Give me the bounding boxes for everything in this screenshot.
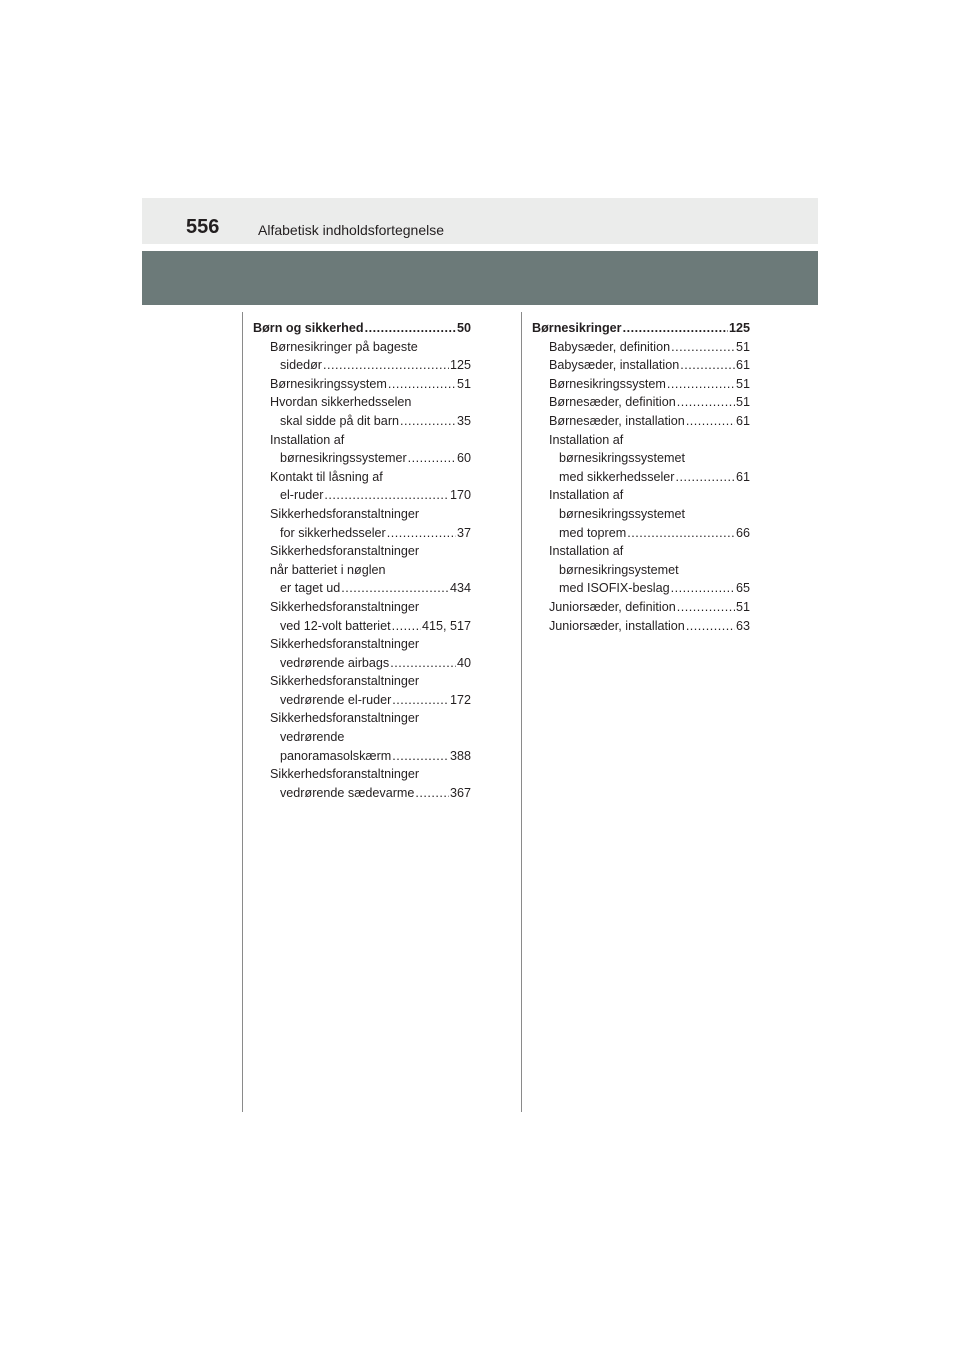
index-main-entry: [532, 319, 750, 338]
index-sub-entry: [253, 431, 471, 468]
header-band: [142, 198, 818, 244]
index-term: med toprem: [559, 525, 627, 540]
index-term: Installation af: [549, 544, 624, 559]
index-term: børnesikringssystemer: [280, 451, 407, 466]
page-reference: 40: [456, 655, 471, 670]
index-line: [532, 431, 750, 450]
index-term: Sikkerhedsforanstaltninger: [270, 599, 420, 614]
page-reference: 61: [735, 469, 750, 484]
index-term: børnesikringssystemet: [559, 506, 685, 521]
index-term: er taget ud: [280, 581, 341, 596]
index-term: Børnesikringer: [532, 321, 622, 335]
index-line: [253, 765, 471, 784]
index-line: [532, 412, 750, 431]
dot-leader: [677, 598, 735, 617]
index-sub-entry: [532, 412, 750, 431]
page-number: 556: [186, 216, 220, 238]
index-sub-entry: [253, 338, 471, 375]
dot-leader: [627, 524, 735, 543]
index-sub-entry: [532, 356, 750, 375]
index-line: [253, 412, 471, 431]
index-line: [253, 709, 471, 728]
index-term: el-ruder: [280, 488, 324, 503]
index-sub-entry: [253, 598, 471, 635]
index-sub-entry: [253, 468, 471, 505]
dot-leader: [676, 468, 735, 487]
page-reference: 125: [728, 321, 750, 335]
page-reference: 51: [456, 376, 471, 391]
index-line: [253, 579, 471, 598]
index-main-entry: [253, 319, 471, 338]
index-line: [253, 486, 471, 505]
index-term: Juniorsæder, definition: [549, 599, 676, 614]
index-term: børnesikringssystemet: [559, 451, 685, 466]
index-line: [253, 728, 471, 747]
index-line: [253, 635, 471, 654]
index-sub-entry: [532, 393, 750, 412]
index-sub-entry: [253, 672, 471, 709]
dot-leader: [677, 393, 735, 412]
section-title: Alfabetisk indholdsfortegnelse: [258, 222, 445, 238]
index-line: [253, 431, 471, 450]
index-term: børnesikringsystemet: [559, 562, 679, 577]
dot-leader: [667, 375, 735, 394]
index-sub-entry: [253, 709, 471, 765]
index-term: vedrørende el-ruder: [280, 692, 392, 707]
index-line: [253, 784, 471, 803]
page-reference: 61: [735, 413, 750, 428]
index-line: [253, 747, 471, 766]
index-term: vedrørende sædevarme: [280, 785, 415, 800]
index-term: Børn og sikkerhed: [253, 321, 364, 335]
index-term: Installation af: [270, 432, 345, 447]
index-column-left: [253, 319, 471, 802]
left-column-rule: [242, 312, 243, 1112]
index-term: skal sidde på dit barn: [280, 413, 400, 428]
index-line: [532, 375, 750, 394]
index-line: [253, 338, 471, 357]
section-banner: [142, 251, 818, 305]
page-reference: 63: [735, 618, 750, 633]
index-sub-entry: [253, 393, 471, 430]
index-line: [532, 505, 750, 524]
index-sub-entry: [253, 542, 471, 598]
page-reference: 51: [735, 395, 750, 410]
index-column-right: [532, 319, 750, 635]
index-term: sidedør: [280, 358, 322, 373]
page-reference: 125: [449, 358, 471, 373]
index-line: [253, 356, 471, 375]
dot-leader: [365, 319, 456, 338]
index-sub-entry: [532, 338, 750, 357]
index-term: Sikkerhedsforanstaltninger: [270, 506, 420, 521]
index-sub-entry: [532, 598, 750, 617]
index-term: ved 12-volt batteriet: [280, 618, 391, 633]
index-term: Installation af: [549, 432, 624, 447]
index-sub-entry: [532, 486, 750, 542]
dot-leader: [671, 338, 735, 357]
dot-leader: [623, 319, 728, 338]
page-reference: 51: [735, 376, 750, 391]
dot-leader: [686, 412, 735, 431]
index-line: [532, 524, 750, 543]
page-reference: 415, 517: [421, 618, 471, 633]
index-term: Børnesæder, installation: [549, 413, 685, 428]
dot-leader: [392, 691, 449, 710]
index-line: [532, 338, 750, 357]
dot-leader: [408, 449, 456, 468]
page-reference: 434: [449, 581, 471, 596]
dot-leader: [671, 579, 735, 598]
page-reference: 60: [456, 451, 471, 466]
page-reference: 50: [456, 321, 471, 335]
index-line: [253, 505, 471, 524]
index-line: [253, 672, 471, 691]
dot-leader: [392, 617, 421, 636]
index-line: [532, 468, 750, 487]
index-term: Babysæder, definition: [549, 339, 671, 354]
index-line: [253, 617, 471, 636]
index-term: Hvordan sikkerhedsselen: [270, 395, 412, 410]
index-term: Børnesikringssystem: [270, 376, 387, 391]
dot-leader: [323, 356, 449, 375]
page-reference: 170: [449, 488, 471, 503]
dot-leader: [387, 524, 456, 543]
index-term: Sikkerhedsforanstaltninger: [270, 674, 420, 689]
index-term: Sikkerhedsforanstaltninger: [270, 637, 420, 652]
index-line: [253, 449, 471, 468]
page-reference: 61: [735, 358, 750, 373]
index-line: [253, 524, 471, 543]
index-term: for sikkerhedsseler: [280, 525, 386, 540]
dot-leader: [680, 356, 735, 375]
index-sub-entry: [532, 617, 750, 636]
index-line: [253, 375, 471, 394]
index-line: [532, 449, 750, 468]
page-reference: 367: [449, 785, 471, 800]
index-line: [532, 542, 750, 561]
index-sub-entry: [253, 505, 471, 542]
index-sub-entry: [253, 635, 471, 672]
page-reference: 35: [456, 413, 471, 428]
dot-leader: [400, 412, 456, 431]
dot-leader: [415, 784, 449, 803]
dot-leader: [686, 617, 735, 636]
page-reference: 37: [456, 525, 471, 540]
index-term: Sikkerhedsforanstaltninger: [270, 767, 420, 782]
index-line: [253, 393, 471, 412]
index-line: [532, 393, 750, 412]
index-sub-entry: [532, 375, 750, 394]
index-term: Installation af: [549, 488, 624, 503]
index-term: Juniorsæder, installation: [549, 618, 685, 633]
index-term: Børnesæder, definition: [549, 395, 676, 410]
index-line: [532, 598, 750, 617]
index-line: [253, 542, 471, 561]
index-line: [253, 654, 471, 673]
dot-leader: [341, 579, 449, 598]
index-term: Børnesikringer på bageste: [270, 339, 418, 354]
page-reference: 388: [449, 748, 471, 763]
index-term: vedrørende: [280, 730, 345, 745]
index-term: Kontakt til låsning af: [270, 469, 383, 484]
index-line: [253, 561, 471, 580]
index-line: [532, 486, 750, 505]
index-line: [532, 356, 750, 375]
dot-leader: [388, 375, 456, 394]
index-sub-entry: [253, 375, 471, 394]
page-reference: 66: [735, 525, 750, 540]
index-term: når batteriet i nøglen: [270, 562, 386, 577]
page-reference: 51: [735, 599, 750, 614]
dot-leader: [392, 747, 449, 766]
index-sub-entry: [532, 431, 750, 487]
index-term: Børnesikringssystem: [549, 376, 666, 391]
index-line: [253, 598, 471, 617]
dot-leader: [324, 486, 449, 505]
page-reference: 172: [449, 692, 471, 707]
index-line: [532, 319, 750, 338]
index-line: [532, 561, 750, 580]
index-sub-entry: [253, 765, 471, 802]
index-line: [532, 617, 750, 636]
index-line: [253, 468, 471, 487]
index-term: med sikkerhedsseler: [559, 469, 675, 484]
index-sub-entry: [532, 542, 750, 598]
index-line: [253, 319, 471, 338]
index-term: Babysæder, installation: [549, 358, 680, 373]
index-line: [253, 691, 471, 710]
index-term: med ISOFIX-beslag: [559, 581, 670, 596]
index-term: panoramasolskærm: [280, 748, 392, 763]
right-column-rule: [521, 312, 522, 1112]
index-term: Sikkerhedsforanstaltninger: [270, 711, 420, 726]
index-term: vedrørende airbags: [280, 655, 390, 670]
index-line: [532, 579, 750, 598]
dot-leader: [390, 654, 456, 673]
page-reference: 65: [735, 581, 750, 596]
index-term: Sikkerhedsforanstaltninger: [270, 544, 420, 559]
page-reference: 51: [735, 339, 750, 354]
